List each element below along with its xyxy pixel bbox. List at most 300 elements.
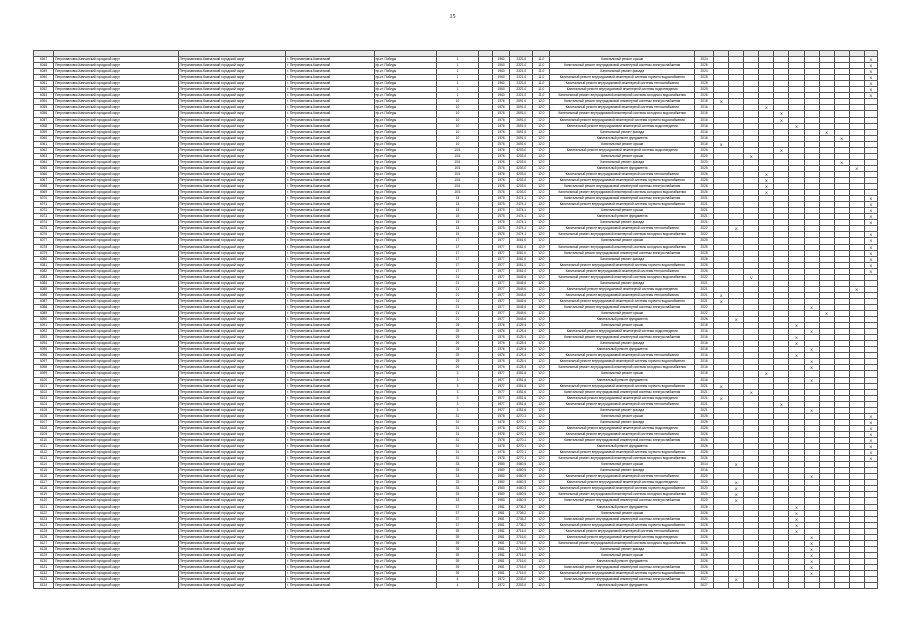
table-cell: 4203,0: [510, 159, 533, 165]
table-cell: 2026: [695, 184, 714, 190]
year-mark-cell: [804, 583, 819, 589]
table-cell: г. Петропавловск-Камчатский: [286, 141, 374, 147]
table-cell: 12,0: [533, 419, 550, 425]
year-mark-cell: X: [759, 184, 774, 190]
year-mark-cell: X: [714, 292, 729, 298]
table-cell: Петропавловск-Камчатский городской округ: [178, 413, 286, 419]
table-cell: пр-кт. Победы: [374, 341, 436, 347]
table-cell: 12,0: [533, 516, 550, 522]
table-cell: Петропавловск-Камчатский городской округ: [54, 292, 179, 298]
table-cell: 2691,0: [510, 141, 533, 147]
table-cell: 1977: [493, 371, 510, 377]
table-cell: 1976: [493, 165, 510, 171]
table-cell: 6082: [34, 268, 54, 274]
table-cell: Капитальный ремонт внутридомовой инженерной системы водоотведения: [550, 286, 695, 292]
table-cell: 6059: [34, 129, 54, 135]
table-cell: Петропавловск-Камчатский городской округ: [178, 280, 286, 286]
table-cell: пр-кт. Победы: [374, 99, 436, 105]
table-cell: 12,0: [533, 583, 550, 589]
table-cell: г. Петропавловск-Камчатский: [286, 341, 374, 347]
table-cell: 2025: [695, 81, 714, 87]
table-cell: 12,0: [533, 413, 550, 419]
table-cell: 1: [436, 63, 478, 69]
table-cell: Петропавловск-Камчатский городской округ: [54, 359, 179, 365]
table-cell: пр-кт. Победы: [374, 250, 436, 256]
table-cell: 2474,1: [510, 196, 533, 202]
table-cell: 6077: [34, 238, 54, 244]
year-mark-cell: X: [864, 202, 877, 208]
table-cell: 4351,6: [510, 371, 533, 377]
table-cell: 21: [436, 298, 478, 304]
table-cell: 6071: [34, 202, 54, 208]
table-cell: 2025: [695, 238, 714, 244]
table-cell: Капитальный ремонт внутридомовой инженерной системы теплоснабжения: [550, 292, 695, 298]
table-cell: 2025: [695, 250, 714, 256]
table-cell: г. Петропавловск-Камчатский: [286, 347, 374, 353]
table-cell: Капитальный ремонт внутридомовой инженерной системы электроснабжения: [550, 564, 695, 570]
table-cell: Петропавловск-Камчатский городской округ: [54, 123, 179, 129]
table-cell: пр-кт. Победы: [374, 111, 436, 117]
year-mark-cell: X: [789, 504, 804, 510]
table-cell: г. Петропавловск-Камчатский: [286, 177, 374, 183]
table-cell: Капитальный ремонт внутридомовой инженерной системы водоотведения: [550, 480, 695, 486]
table-cell: Петропавловск-Камчатский городской округ: [54, 232, 179, 238]
table-cell: г. Петропавловск-Камчатский: [286, 117, 374, 123]
table-cell: пр-кт. Победы: [374, 274, 436, 280]
table-cell: 1976: [493, 353, 510, 359]
table-cell: 1976: [493, 129, 510, 135]
table-cell: 4203,0: [510, 153, 533, 159]
table-cell: 3061,0: [510, 256, 533, 262]
table-cell: 2026: [695, 450, 714, 456]
table-cell: 12,0: [533, 474, 550, 480]
table-cell: 2026: [695, 63, 714, 69]
year-mark-cell: [864, 583, 877, 589]
table-cell: Петропавловск-Камчатский городской округ: [54, 504, 179, 510]
table-cell: 39: [436, 571, 478, 577]
year-mark-cell: X: [714, 99, 729, 105]
table-cell: 6066: [34, 171, 54, 177]
table-cell: пр-кт. Победы: [374, 57, 436, 63]
table-cell: 4351,6: [510, 383, 533, 389]
table-cell: 1975: [493, 220, 510, 226]
table-cell: г. Петропавловск-Камчатский: [286, 365, 374, 371]
table-cell: пр-кт. Победы: [374, 480, 436, 486]
table-cell: пр-кт. Победы: [374, 159, 436, 165]
table-cell: 2016: [695, 371, 714, 377]
table-cell: 2026: [695, 256, 714, 262]
table-cell: 6073: [34, 214, 54, 220]
table-cell: 2022: [695, 274, 714, 280]
table-cell: пр-кт. Победы: [374, 292, 436, 298]
table-cell: 1981: [493, 516, 510, 522]
table-cell: пр-кт. Победы: [374, 123, 436, 129]
table-cell: г. Петропавловск-Камчатский: [286, 450, 374, 456]
table-cell: Петропавловск-Камчатский городской округ: [54, 552, 179, 558]
table-cell: г. Петропавловск-Камчатский: [286, 87, 374, 93]
table-cell: 12,0: [533, 111, 550, 117]
table-cell: Капитальный ремонт внутридомовой инженерной системы холодного водоснабжения: [550, 456, 695, 462]
table-cell: 12,0: [533, 147, 550, 153]
year-mark-cell: X: [864, 262, 877, 268]
table-cell: 6130: [34, 558, 54, 564]
table-cell: 12,0: [533, 298, 550, 304]
page-number: 15: [449, 14, 456, 20]
table-cell: 39: [436, 534, 478, 540]
table-cell: 6120: [34, 498, 54, 504]
table-cell: 17: [436, 262, 478, 268]
table-cell: 6124: [34, 522, 54, 528]
year-mark-cell: X: [789, 528, 804, 534]
table-cell: Петропавловск-Камчатский городской округ: [54, 347, 179, 353]
table-cell: Капитальный ремонт фундамента: [550, 558, 695, 564]
table-cell: Петропавловск-Камчатский городской округ: [54, 177, 179, 183]
table-cell: 1: [436, 93, 478, 99]
table-cell: г. Петропавловск-Камчатский: [286, 208, 374, 214]
table-cell: 1981: [493, 558, 510, 564]
table-cell: 2474,1: [510, 226, 533, 232]
year-mark-cell: X: [804, 407, 819, 413]
table-cell: Петропавловск-Камчатский городской округ: [178, 117, 286, 123]
year-mark-cell: X: [864, 450, 877, 456]
table-cell: 31: [436, 450, 478, 456]
table-cell: Петропавловск-Камчатский городской округ: [178, 431, 286, 437]
table-cell: 10/1: [436, 171, 478, 177]
table-cell: пр-кт. Победы: [374, 268, 436, 274]
table-cell: 2026: [695, 510, 714, 516]
table-cell: 1975: [493, 226, 510, 232]
table-cell: Петропавловск-Камчатский городской округ: [54, 262, 179, 268]
table-cell: Петропавловск-Камчатский городской округ: [54, 304, 179, 310]
table-cell: Капитальный ремонт внутридомовой инженерной системы электроснабжения: [550, 99, 695, 105]
table-cell: Петропавловск-Камчатский городской округ: [178, 504, 286, 510]
table-cell: 4125,4: [510, 323, 533, 329]
table-cell: Капитальный ремонт крыши: [550, 510, 695, 516]
table-cell: 21: [436, 317, 478, 323]
table-cell: 1972: [493, 577, 510, 583]
table-cell: 2024: [695, 57, 714, 63]
table-cell: 2321,0: [510, 69, 533, 75]
table-cell: 12,0: [533, 99, 550, 105]
table-cell: Капитальный ремонт внутридомовой инженерной системы теплоснабжения: [550, 401, 695, 407]
table-cell: Петропавловск-Камчатский городской округ: [178, 444, 286, 450]
table-cell: 12,0: [533, 256, 550, 262]
table-cell: 1977: [493, 268, 510, 274]
table-cell: 6083: [34, 274, 54, 280]
table-cell: 6088: [34, 304, 54, 310]
table-cell: 2022: [695, 304, 714, 310]
table-cell: пр-кт. Победы: [374, 165, 436, 171]
table-cell: Капитальный ремонт крыши: [550, 57, 695, 63]
table-cell: 37: [436, 510, 478, 516]
table-cell: г. Петропавловск-Камчатский: [286, 510, 374, 516]
table-cell: Петропавловск-Камчатский городской округ: [178, 552, 286, 558]
table-cell: 6094: [34, 341, 54, 347]
table-cell: 1981: [493, 540, 510, 546]
table-cell: г. Петропавловск-Камчатский: [286, 63, 374, 69]
table-cell: 6070: [34, 196, 54, 202]
table-cell: пр-кт. Победы: [374, 564, 436, 570]
table-cell: 4203,0: [510, 177, 533, 183]
table-cell: 6127: [34, 540, 54, 546]
year-mark-cell: X: [804, 377, 819, 383]
table-cell: Капитальный ремонт внутридомовой инженерной системы электроснабжения: [550, 63, 695, 69]
year-mark-cell: X: [864, 232, 877, 238]
table-cell: 4460,5: [510, 462, 533, 468]
table-cell: 6123: [34, 516, 54, 522]
year-mark-cell: X: [834, 135, 849, 141]
table-cell: 39: [436, 564, 478, 570]
year-mark-cell: X: [789, 323, 804, 329]
table-cell: 12,0: [533, 190, 550, 196]
table-cell: Петропавловск-Камчатский городской округ: [178, 135, 286, 141]
table-cell: Капитальный ремонт крыши: [550, 208, 695, 214]
table-cell: 4460,5: [510, 480, 533, 486]
year-mark-cell: X: [714, 141, 729, 147]
table-cell: 12,0: [533, 431, 550, 437]
table-cell: Петропавловск-Камчатский городской округ: [54, 238, 179, 244]
table-cell: 12,0: [533, 498, 550, 504]
table-cell: Капитальный ремонт фасада: [550, 256, 695, 262]
table-cell: 2021: [695, 280, 714, 286]
table-cell: 21: [436, 286, 478, 292]
year-mark-cell: X: [789, 123, 804, 129]
table-cell: 15: [436, 202, 478, 208]
table-cell: 6111: [34, 444, 54, 450]
table-cell: 21: [436, 274, 478, 280]
table-cell: 2474,1: [510, 220, 533, 226]
table-cell: Капитальный ремонт внутридомовой инженерной системы холодного водоснабжения: [550, 492, 695, 498]
table-cell: Капитальный ремонт фасада: [550, 419, 695, 425]
table-cell: Петропавловск-Камчатский городской округ: [178, 123, 286, 129]
table-cell: 21: [436, 292, 478, 298]
table-cell: пр-кт. Победы: [374, 226, 436, 232]
year-mark-cell: X: [804, 564, 819, 570]
table-cell: 10: [436, 123, 478, 129]
table-cell: г. Петропавловск-Камчатский: [286, 377, 374, 383]
table-cell: 31: [436, 438, 478, 444]
table-cell: 2026: [695, 190, 714, 196]
table-cell: 2020: [695, 486, 714, 492]
table-cell: Петропавловск-Камчатский городской округ: [54, 226, 179, 232]
table-cell: 1976: [493, 171, 510, 177]
table-cell: 10/1: [436, 147, 478, 153]
table-cell: Капитальный ремонт крыши: [550, 141, 695, 147]
table-cell: пр-кт. Победы: [374, 359, 436, 365]
table-cell: Петропавловск-Камчатский городской округ: [54, 159, 179, 165]
table-cell: Петропавловск-Камчатский городской округ: [178, 159, 286, 165]
table-cell: 6062: [34, 147, 54, 153]
table-cell: г. Петропавловск-Камчатский: [286, 153, 374, 159]
table-cell: 39: [436, 546, 478, 552]
table-cell: Петропавловск-Камчатский городской округ: [54, 401, 179, 407]
table-cell: Капитальный ремонт внутридомовой инженерной системы электроснабжения: [550, 498, 695, 504]
table-cell: 15: [436, 196, 478, 202]
table-cell: 12,0: [533, 377, 550, 383]
table-cell: 4460,5: [510, 474, 533, 480]
table-cell: 4460,5: [510, 468, 533, 474]
table-cell: Петропавловск-Камчатский городской округ: [178, 141, 286, 147]
table-cell: г. Петропавловск-Камчатский: [286, 226, 374, 232]
year-mark-cell: X: [804, 304, 819, 310]
table-cell: пр-кт. Победы: [374, 407, 436, 413]
year-mark-cell: X: [804, 552, 819, 558]
table-cell: пр-кт. Победы: [374, 353, 436, 359]
table-cell: 1976: [493, 159, 510, 165]
table-cell: г. Петропавловск-Камчатский: [286, 353, 374, 359]
table-cell: 2016: [695, 105, 714, 111]
table-cell: 2691,0: [510, 129, 533, 135]
table-cell: 2026: [695, 268, 714, 274]
table-cell: 29: [436, 341, 478, 347]
table-cell: пр-кт. Победы: [374, 69, 436, 75]
table-cell: Петропавловск-Камчатский городской округ: [178, 419, 286, 425]
table-cell: 2025: [695, 87, 714, 93]
table-cell: Капитальный ремонт внутридомовой инженерной системы электроснабжения: [550, 196, 695, 202]
year-mark-cell: X: [864, 444, 877, 450]
table-cell: 12,0: [533, 286, 550, 292]
table-cell: г. Петропавловск-Камчатский: [286, 250, 374, 256]
year-mark-cell: X: [774, 111, 789, 117]
table-cell: Петропавловск-Камчатский городской округ: [178, 407, 286, 413]
table-cell: 12,0: [533, 262, 550, 268]
table-cell: Капитальный ремонт крыши: [550, 311, 695, 317]
year-mark-cell: X: [774, 117, 789, 123]
capital-repair-register-table: [33, 50, 878, 589]
table-cell: 33: [436, 474, 478, 480]
table-cell: 6056: [34, 111, 54, 117]
table-cell: 2026: [695, 444, 714, 450]
table-cell: 33: [436, 492, 478, 498]
year-mark-cell: X: [789, 522, 804, 528]
table-cell: 6128: [34, 546, 54, 552]
year-mark-cell: X: [864, 250, 877, 256]
table-cell: 4125,4: [510, 329, 533, 335]
table-cell: Петропавловск-Камчатский городской округ: [178, 311, 286, 317]
year-mark-cell: X: [759, 177, 774, 183]
table-cell: Петропавловск-Камчатский городской округ: [54, 87, 179, 93]
table-cell: Капитальный ремонт внутридомовой инженерной системы теплоснабжения: [550, 353, 695, 359]
table-cell: Капитальный ремонт фасада: [550, 69, 695, 75]
table-cell: Капитальный ремонт внутридомовой инженерной системы водоотведения: [550, 147, 695, 153]
table-cell: 31: [436, 425, 478, 431]
table-cell: Капитальный ремонт фасада: [550, 341, 695, 347]
table-cell: Петропавловск-Камчатский городской округ: [54, 371, 179, 377]
table-cell: Капитальный ремонт внутридомовой инженерной системы горячего водоснабжения: [550, 117, 695, 123]
table-cell: 6078: [34, 244, 54, 250]
table-cell: г. Петропавловск-Камчатский: [286, 546, 374, 552]
table-cell: Капитальный ремонт внутридомовой инженерной системы горячего водоснабжения: [550, 486, 695, 492]
table-cell: Петропавловск-Камчатский городской округ: [178, 244, 286, 250]
table-cell: 4125,4: [510, 341, 533, 347]
table-cell: 2025: [695, 244, 714, 250]
table-cell: 1977: [493, 298, 510, 304]
table-cell: г. Петропавловск-Камчатский: [286, 280, 374, 286]
table-cell: Петропавловск-Камчатский городской округ: [178, 522, 286, 528]
table-cell: 12,0: [533, 444, 550, 450]
table-cell: 37: [436, 504, 478, 510]
table-cell: Петропавловск-Камчатский городской округ: [54, 256, 179, 262]
table-cell: 1977: [493, 383, 510, 389]
table-cell: г. Петропавловск-Камчатский: [286, 165, 374, 171]
year-mark-cell: X: [789, 516, 804, 522]
year-mark-cell: X: [864, 456, 877, 462]
table-cell: Петропавловск-Камчатский городской округ: [54, 462, 179, 468]
table-cell: 6050: [34, 75, 54, 81]
year-mark-cell: X: [729, 577, 744, 583]
table-cell: 6104: [34, 401, 54, 407]
year-mark-cell: X: [864, 63, 877, 69]
table-cell: Петропавловск-Камчатский городской округ: [54, 341, 179, 347]
table-cell: 4351,6: [510, 395, 533, 401]
table-cell: 10: [436, 105, 478, 111]
table-cell: 6086: [34, 292, 54, 298]
table-cell: 2016: [695, 341, 714, 347]
table-cell: г. Петропавловск-Камчатский: [286, 81, 374, 87]
table-cell: 1981: [493, 528, 510, 534]
table-cell: пр-кт. Победы: [374, 63, 436, 69]
table-cell: пр-кт. Победы: [374, 347, 436, 353]
table-cell: 4460,5: [510, 486, 533, 492]
table-cell: 12,0: [533, 317, 550, 323]
table-cell: пр-кт. Победы: [374, 304, 436, 310]
table-cell: 2021: [695, 214, 714, 220]
table-cell: г. Петропавловск-Камчатский: [286, 232, 374, 238]
table-cell: 2474,1: [510, 208, 533, 214]
table-cell: г. Петропавловск-Камчатский: [286, 274, 374, 280]
table-cell: 2645,6: [510, 292, 533, 298]
table-cell: 6117: [34, 480, 54, 486]
year-mark-cell: X: [834, 159, 849, 165]
table-cell: 10: [436, 141, 478, 147]
table-cell: пр-кт. Победы: [374, 256, 436, 262]
table-cell: г. Петропавловск-Камчатский: [286, 504, 374, 510]
table-cell: г. Петропавловск-Камчатский: [286, 419, 374, 425]
table-cell: Петропавловск-Камчатский городской округ: [54, 111, 179, 117]
year-mark-cell: X: [789, 341, 804, 347]
table-cell: Петропавловск-Камчатский городской округ: [54, 468, 179, 474]
table-cell: 2026: [695, 93, 714, 99]
table-cell: 4125,4: [510, 335, 533, 341]
table-cell: пр-кт. Победы: [374, 232, 436, 238]
table-cell: 6133: [34, 577, 54, 583]
table-cell: 3061,0: [510, 244, 533, 250]
table-cell: Петропавловск-Камчатский городской округ: [54, 413, 179, 419]
table-cell: г. Петропавловск-Камчатский: [286, 486, 374, 492]
table-cell: Капитальный ремонт внутридомовой инженерной системы электроснабжения: [550, 184, 695, 190]
table-cell: 2736,2: [510, 504, 533, 510]
table-cell: Петропавловск-Камчатский городской округ: [54, 583, 179, 589]
table-cell: 39: [436, 552, 478, 558]
table-cell: 6106: [34, 413, 54, 419]
table-cell: 3: [436, 395, 478, 401]
table-cell: пр-кт. Победы: [374, 141, 436, 147]
table-cell: 17: [436, 268, 478, 274]
table-cell: 6113: [34, 456, 54, 462]
table-cell: 15: [436, 208, 478, 214]
table-cell: 1978: [493, 444, 510, 450]
table-cell: 1977: [493, 238, 510, 244]
table-cell: 6048: [34, 63, 54, 69]
table-cell: Петропавловск-Камчатский городской округ: [54, 69, 179, 75]
table-cell: Капитальный ремонт внутридомовой инженерной системы водоотведения: [550, 534, 695, 540]
table-cell: Петропавловск-Камчатский городской округ: [54, 117, 179, 123]
table-cell: г. Петропавловск-Камчатский: [286, 583, 374, 589]
table-cell: 6051: [34, 81, 54, 87]
table-cell: Капитальный ремонт внутридомовой инженерной системы холодного водоснабжения: [550, 244, 695, 250]
table-cell: 2736,2: [510, 516, 533, 522]
table-cell: 2025: [695, 419, 714, 425]
